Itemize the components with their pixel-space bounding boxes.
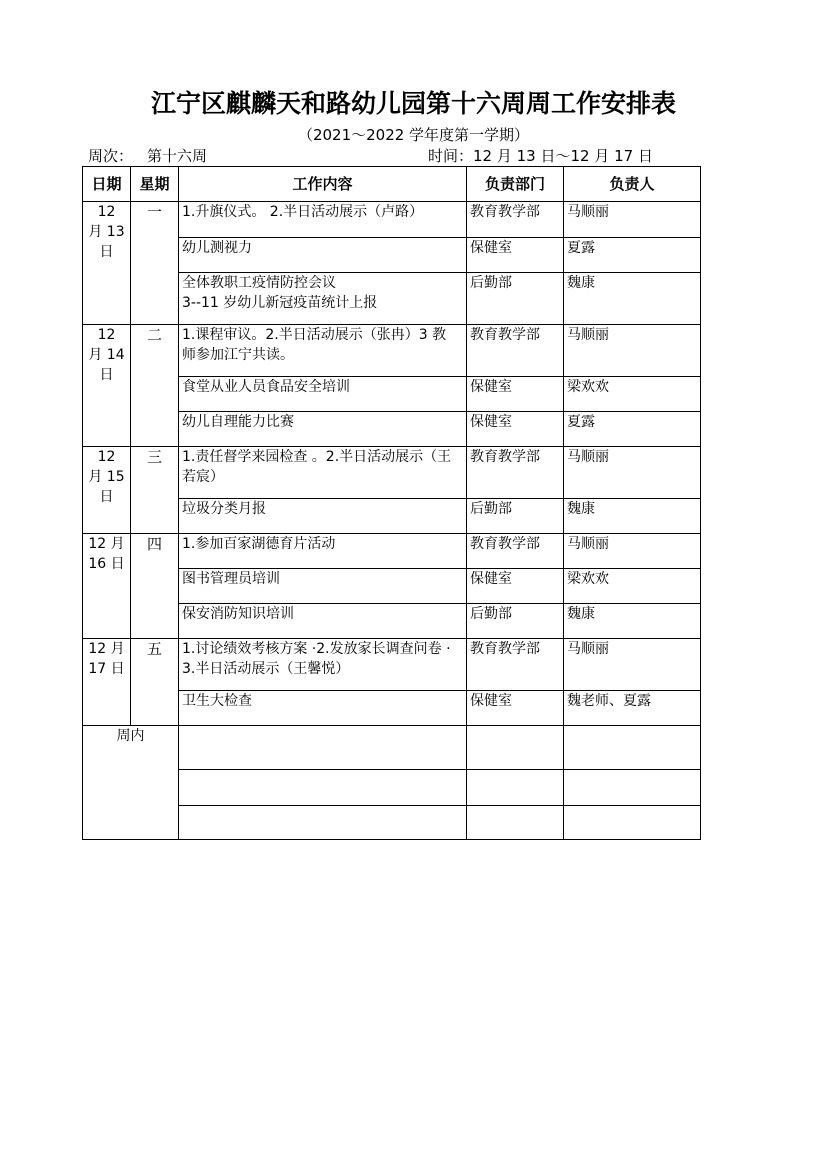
person-cell: 马顺丽 — [564, 325, 701, 377]
weekday-cell: 五 — [131, 639, 179, 726]
person-cell: 马顺丽 — [564, 447, 701, 499]
time-range: 时间：12 月 13 日～12 月 17 日 — [428, 147, 653, 165]
person-cell: 夏露 — [564, 238, 701, 273]
date-line: 12 — [97, 449, 116, 465]
date-line: 12 — [97, 327, 116, 343]
date-line: 12 — [97, 204, 116, 220]
date-line: 17 日 — [88, 661, 125, 677]
header-dept: 负责部门 — [467, 167, 564, 202]
person-cell: 魏老师、夏露 — [564, 691, 701, 726]
person-cell: 马顺丽 — [564, 202, 701, 238]
work-content-cell — [179, 534, 467, 569]
date-line: 日 — [99, 367, 114, 383]
dept-cell: 教育教学部 — [467, 639, 564, 691]
week-value: 第十六周 — [147, 147, 208, 165]
dept-cell: 后勤部 — [467, 604, 564, 639]
work-content-cell — [179, 499, 467, 534]
work-content-line: 保安消防知识培训 — [182, 606, 294, 622]
work-content-line: 卫生大检查 — [182, 693, 252, 709]
header-date: 日期 — [83, 167, 131, 202]
table-row — [83, 534, 701, 569]
work-content-cell — [179, 238, 467, 273]
work-content-line: 1.课程审议。2.半日活动展示（张冉）3 教 — [182, 327, 447, 343]
date-cell — [83, 325, 131, 447]
table-row — [83, 325, 701, 377]
week-label: 周次： — [88, 147, 134, 165]
date-line: 月 13 — [88, 224, 125, 240]
work-content-cell — [179, 377, 467, 412]
header-weekday: 星期 — [131, 167, 179, 202]
weekday-cell: 一 — [131, 202, 179, 325]
table-row — [83, 202, 701, 238]
header-content: 工作内容 — [179, 167, 467, 202]
date-line: 日 — [99, 489, 114, 505]
person-cell: 魏康 — [564, 499, 701, 534]
person-cell — [564, 806, 701, 840]
weekday-cell: 三 — [131, 447, 179, 534]
dept-cell: 保健室 — [467, 691, 564, 726]
work-content-line: 幼儿自理能力比赛 — [182, 414, 294, 430]
date-line: 16 日 — [88, 556, 125, 572]
work-content-cell — [179, 325, 467, 377]
work-content-cell — [179, 806, 467, 840]
date-cell — [83, 639, 131, 726]
dept-cell — [467, 726, 564, 770]
work-content-line: 垃圾分类月报 — [182, 501, 266, 517]
date-line: 日 — [99, 244, 114, 260]
work-content-line: 全体教职工疫情防控会议 — [182, 275, 336, 291]
date-cell — [83, 447, 131, 534]
table-row — [83, 639, 701, 691]
date-line: 12 月 — [88, 641, 125, 657]
weekly-label: 周内 — [83, 726, 179, 840]
work-content-line: 3.半日活动展示（王馨悦） — [182, 661, 350, 677]
date-line: 月 14 — [88, 347, 125, 363]
person-cell: 马顺丽 — [564, 534, 701, 569]
dept-cell — [467, 806, 564, 840]
work-content-cell — [179, 202, 467, 238]
school-term-subtitle: （2021～2022 学年度第一学期） — [297, 126, 530, 144]
work-content-line: 若宸） — [182, 469, 224, 485]
work-content-line: 1.责任督学来园检查 。2.半日活动展示（王 — [182, 449, 452, 465]
work-content-line: 1.升旗仪式。 2.半日活动展示（卢路） — [182, 204, 424, 220]
date-cell — [83, 534, 131, 639]
work-content-line: 师参加江宁共读。 — [182, 347, 294, 363]
dept-cell: 保健室 — [467, 238, 564, 273]
person-cell: 梁欢欢 — [564, 569, 701, 604]
work-content-line: 3--11 岁幼儿新冠疫苗统计上报 — [182, 295, 378, 311]
dept-cell: 保健室 — [467, 412, 564, 447]
dept-cell: 教育教学部 — [467, 202, 564, 238]
dept-cell: 后勤部 — [467, 499, 564, 534]
work-content-cell — [179, 726, 467, 770]
work-content-line: 1.参加百家湖德育片活动 — [182, 536, 336, 552]
weekday-cell: 二 — [131, 325, 179, 447]
work-content-line: 1.讨论绩效考核方案 ·2.发放家长调查问卷 · — [182, 641, 451, 657]
work-content-cell — [179, 604, 467, 639]
weekly-row — [83, 726, 701, 770]
work-content-cell — [179, 412, 467, 447]
dept-cell: 教育教学部 — [467, 447, 564, 499]
work-content-line: 幼儿测视力 — [182, 240, 252, 256]
dept-cell: 教育教学部 — [467, 534, 564, 569]
work-content-line: 食堂从业人员食品安全培训 — [182, 379, 350, 395]
schedule-body — [83, 202, 701, 840]
person-cell — [564, 770, 701, 806]
table-header-row — [83, 167, 701, 202]
date-cell — [83, 202, 131, 325]
dept-cell: 保健室 — [467, 377, 564, 412]
person-cell: 魏康 — [564, 273, 701, 325]
person-cell: 夏露 — [564, 412, 701, 447]
work-content-cell — [179, 447, 467, 499]
work-content-cell — [179, 770, 467, 806]
dept-cell: 保健室 — [467, 569, 564, 604]
date-line: 12 月 — [88, 536, 125, 552]
header-person: 负责人 — [564, 167, 701, 202]
dept-cell — [467, 770, 564, 806]
page-title: 江宁区麒麟天和路幼儿园第十六周周工作安排表 — [150, 89, 676, 118]
table-row — [83, 447, 701, 499]
person-cell — [564, 726, 701, 770]
person-cell: 魏康 — [564, 604, 701, 639]
work-content-cell — [179, 691, 467, 726]
person-cell: 梁欢欢 — [564, 377, 701, 412]
work-content-cell — [179, 639, 467, 691]
dept-cell: 后勤部 — [467, 273, 564, 325]
week-info — [88, 145, 207, 166]
date-line: 月 15 — [88, 469, 125, 485]
schedule-table — [82, 166, 701, 840]
dept-cell: 教育教学部 — [467, 325, 564, 377]
work-content-line: 图书管理员培训 — [182, 571, 280, 587]
person-cell: 马顺丽 — [564, 639, 701, 691]
work-content-cell — [179, 569, 467, 604]
work-content-cell — [179, 273, 467, 325]
weekday-cell: 四 — [131, 534, 179, 639]
